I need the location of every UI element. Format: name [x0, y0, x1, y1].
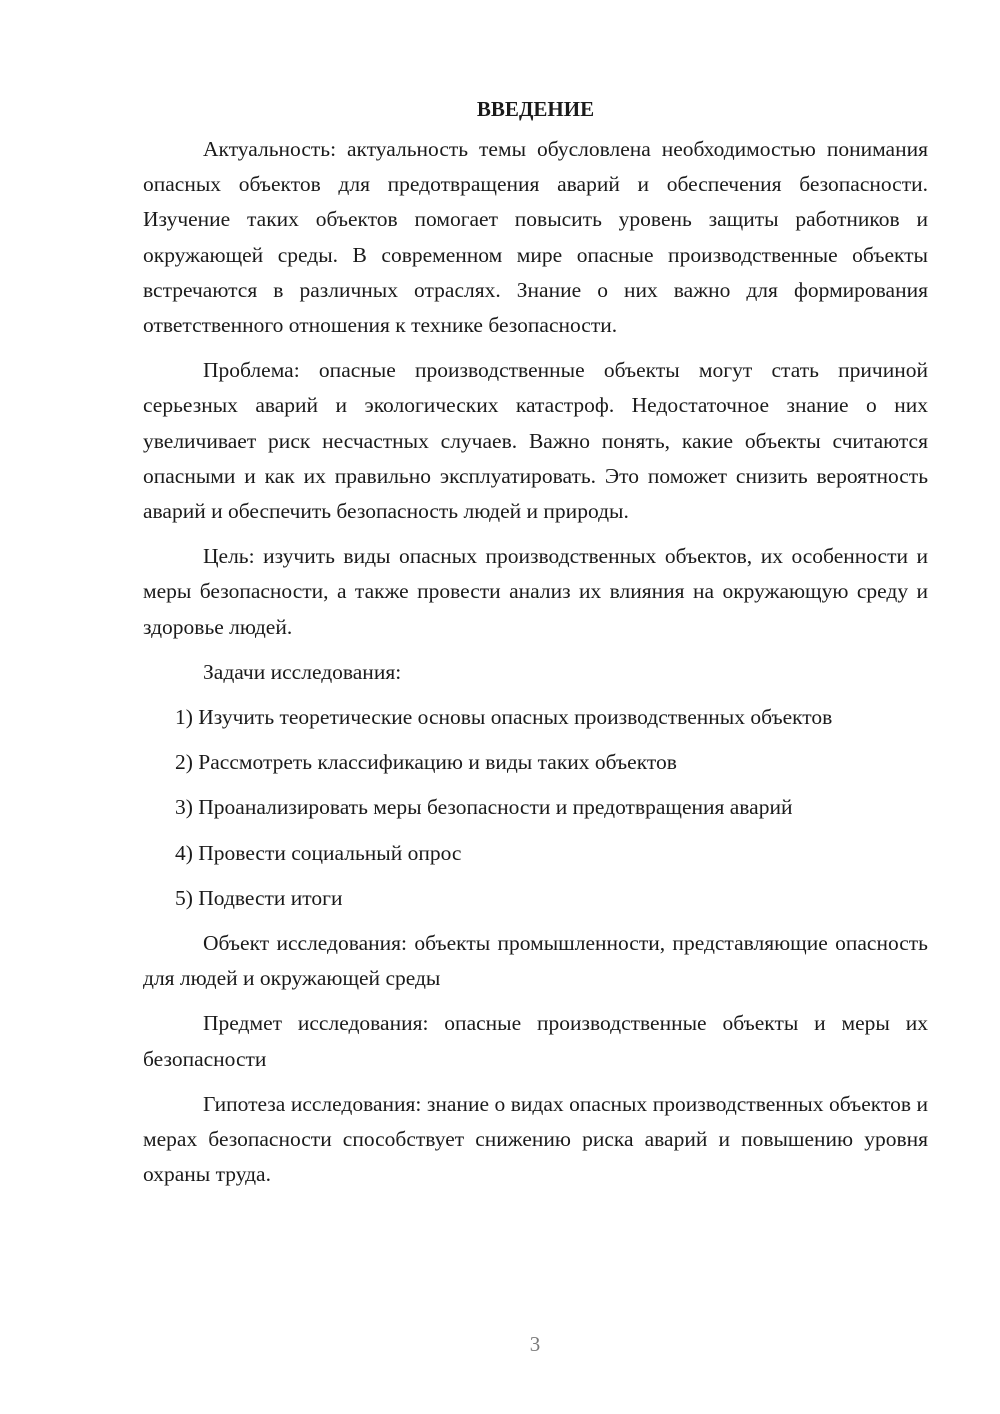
- relevance-paragraph: Актуальность: актуальность темы обусловлена необходимостью понимания опасных объектов для предотвращения аварий и обеспечения безопасности. Изучение таких объектов помогает повысить уровень защиты работников и окружающей среды. В современном мире опасные производственные объекты встречаются в различных отраслях. Знание о них важно для формирования ответственного отношения к технике безопасности.: [143, 137, 928, 338]
- task-item-3: 3) Проанализировать меры безопасности и предотвращения аварий: [175, 795, 793, 820]
- object-paragraph: Объект исследования: объекты промышленности, представляющие опасность для людей и окружающей среды: [143, 931, 928, 991]
- task-item-1: 1) Изучить теоретические основы опасных производственных объектов: [175, 705, 833, 730]
- goal-paragraph: Цель: изучить виды опасных производственных объектов, их особенности и меры безопасности, а также провести анализ их влияния на окружающую среду и здоровье людей.: [143, 544, 928, 639]
- task-item-5: 5) Подвести итоги: [175, 885, 343, 910]
- subject-paragraph: Предмет исследования: опасные производственные объекты и меры их безопасности: [143, 1011, 928, 1071]
- problem-paragraph: Проблема: опасные производственные объекты могут стать причиной серьезных аварий и экологических катастроф. Недостаточное знание о них увеличивает риск несчастных случаев. Важно понять, какие объекты считаются опасными и как их правильно эксплуатировать. Это поможет снизить вероятность аварий и обеспечить безопасность людей и природы.: [143, 358, 928, 524]
- page-number: 3: [529, 1332, 541, 1356]
- task-item-2: 2) Рассмотреть классификацию и виды таких объектов: [175, 750, 677, 775]
- hypothesis-paragraph: Гипотеза исследования: знание о видах опасных производственных объектов и мерах безопасности способствует снижению риска аварий и повышению уровня охраны труда.: [143, 1091, 928, 1187]
- task-item-4: 4) Провести социальный опрос: [175, 840, 462, 865]
- page-content: [143, 92, 928, 1202]
- tasks-heading: Задачи исследования:: [203, 659, 402, 684]
- page-title: ВВЕДЕНИЕ: [476, 97, 595, 121]
